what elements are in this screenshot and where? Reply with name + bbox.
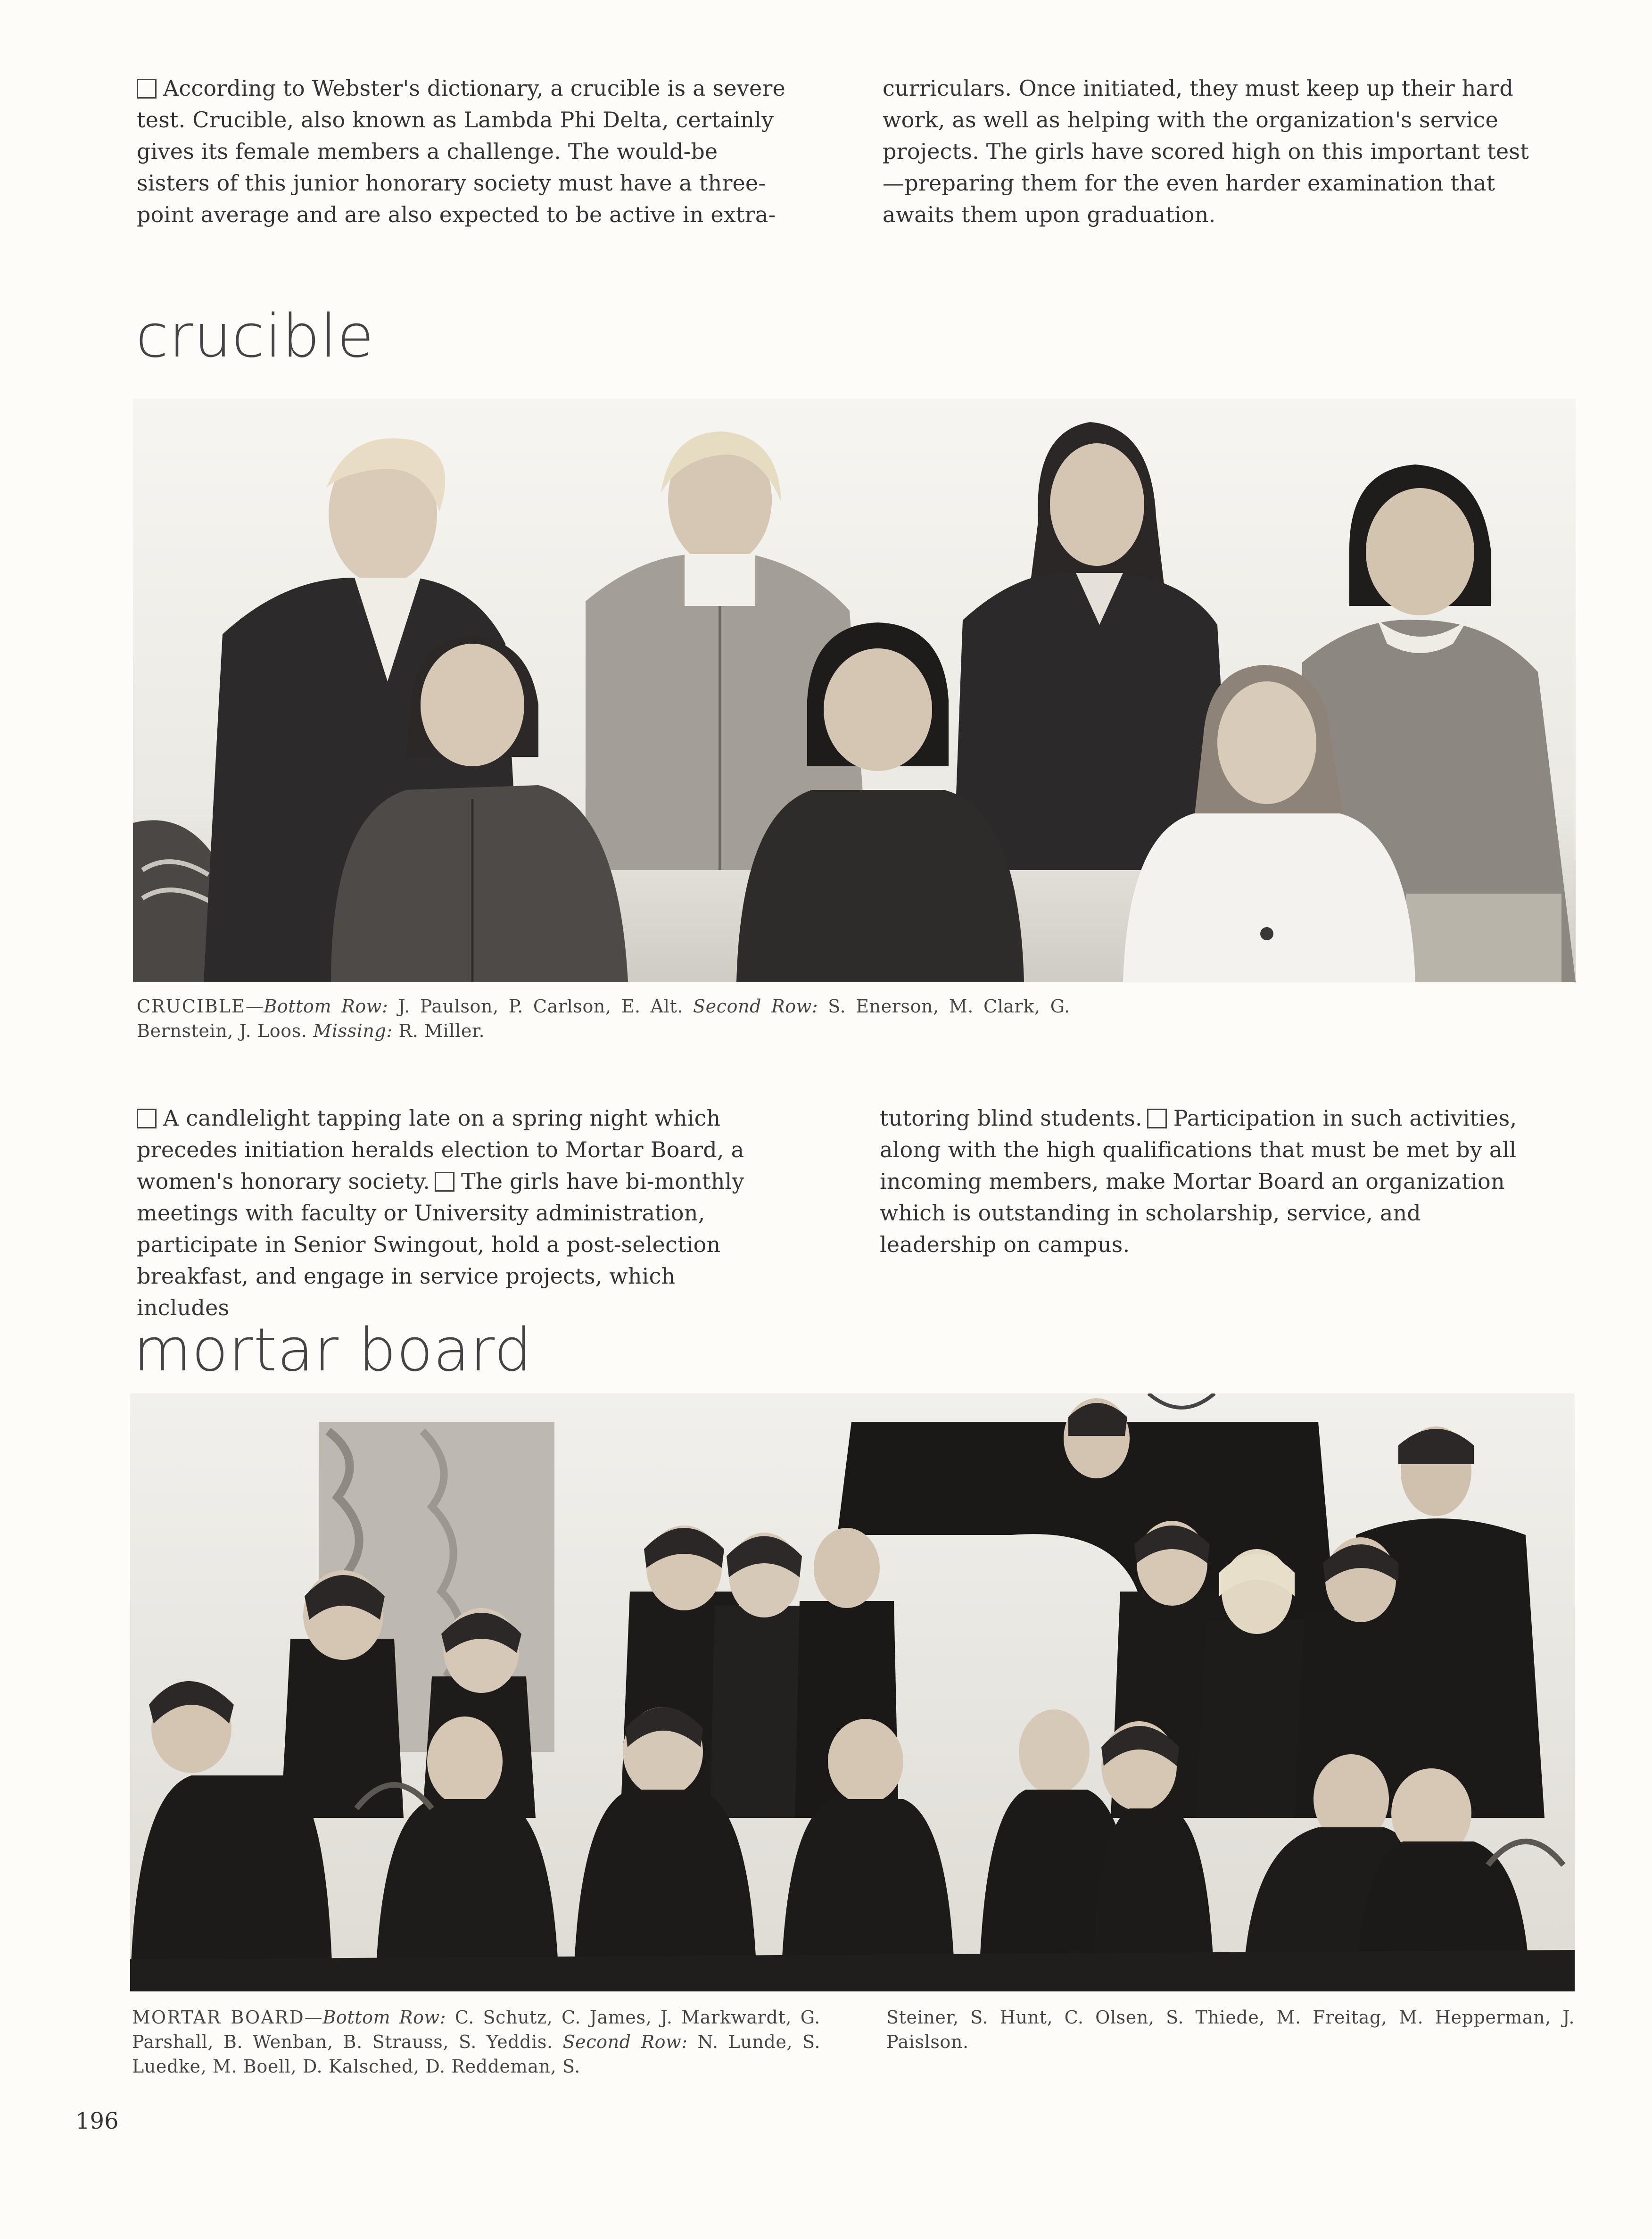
checkbox-bullet-icon xyxy=(137,1109,157,1128)
mortar-board-caption-right: Steiner, S. Hunt, C. Olsen, S. Thiede, M. Freitag, M. Hepperman, J. Paislson. xyxy=(886,2007,1575,2052)
page-number: 196 xyxy=(75,2108,119,2134)
mortar-board-intro-left: A candlelight tapping late on a spring night which precedes initiation heralds election to Mortar Board, a women's honorary society. The girls have bi-monthly meetings with faculty or University administration, participate in Senior Swingout, hold a post-selection breakfast, and engage in service projects, which includes xyxy=(137,1105,744,1320)
mortar-board-photo-image xyxy=(130,1393,1575,1991)
checkbox-bullet-icon xyxy=(1147,1109,1167,1128)
mortar-board-photo xyxy=(130,1393,1575,1991)
checkbox-bullet-icon xyxy=(137,79,157,99)
mortar-board-caption-left: MORTAR BOARD—Bottom Row: C. Schutz, C. James, J. Markwardt, G. Parshall, B. Wenban, B. Strauss, S. Yeddis. Second Row: N. Lunde, S. Luedke, M. Boell, D. Kalsched, D. Reddeman, S. xyxy=(132,2007,821,2077)
crucible-intro-left: According to Webster's dictionary, a crucible is a severe test. Crucible, also known as Lambda Phi Delta, certainly gives its female members a challenge. The would-be sisters of this junior honorary society must have a three-point average and are also expected to be active in extra- xyxy=(137,75,785,227)
crucible-photo-image xyxy=(133,398,1576,982)
crucible-photo xyxy=(133,398,1576,982)
crucible-intro-right: curriculars. Once initiated, they must keep up their hard work, as well as helping with the organization's service projects. The girls have scored high on this important test—preparing them for the even harder examination that awaits them upon graduation. xyxy=(883,75,1529,227)
crucible-caption: CRUCIBLE—Bottom Row: J. Paulson, P. Carlson, E. Alt. Second Row: S. Enerson, M. Clark, G. Bernstein, J. Loos. Missing: R. Miller. xyxy=(137,996,1070,1041)
crucible-title: crucible xyxy=(136,301,374,371)
checkbox-bullet-icon xyxy=(435,1172,454,1192)
mortar-board-title: mortar board xyxy=(133,1315,532,1385)
mortar-board-intro-right: tutoring blind students. Participation in such activities, along with the high qualifications that must be met by all incoming members, make Mortar Board an organization which is outstanding in scholarship, service, and leadership on campus. xyxy=(880,1105,1517,1257)
